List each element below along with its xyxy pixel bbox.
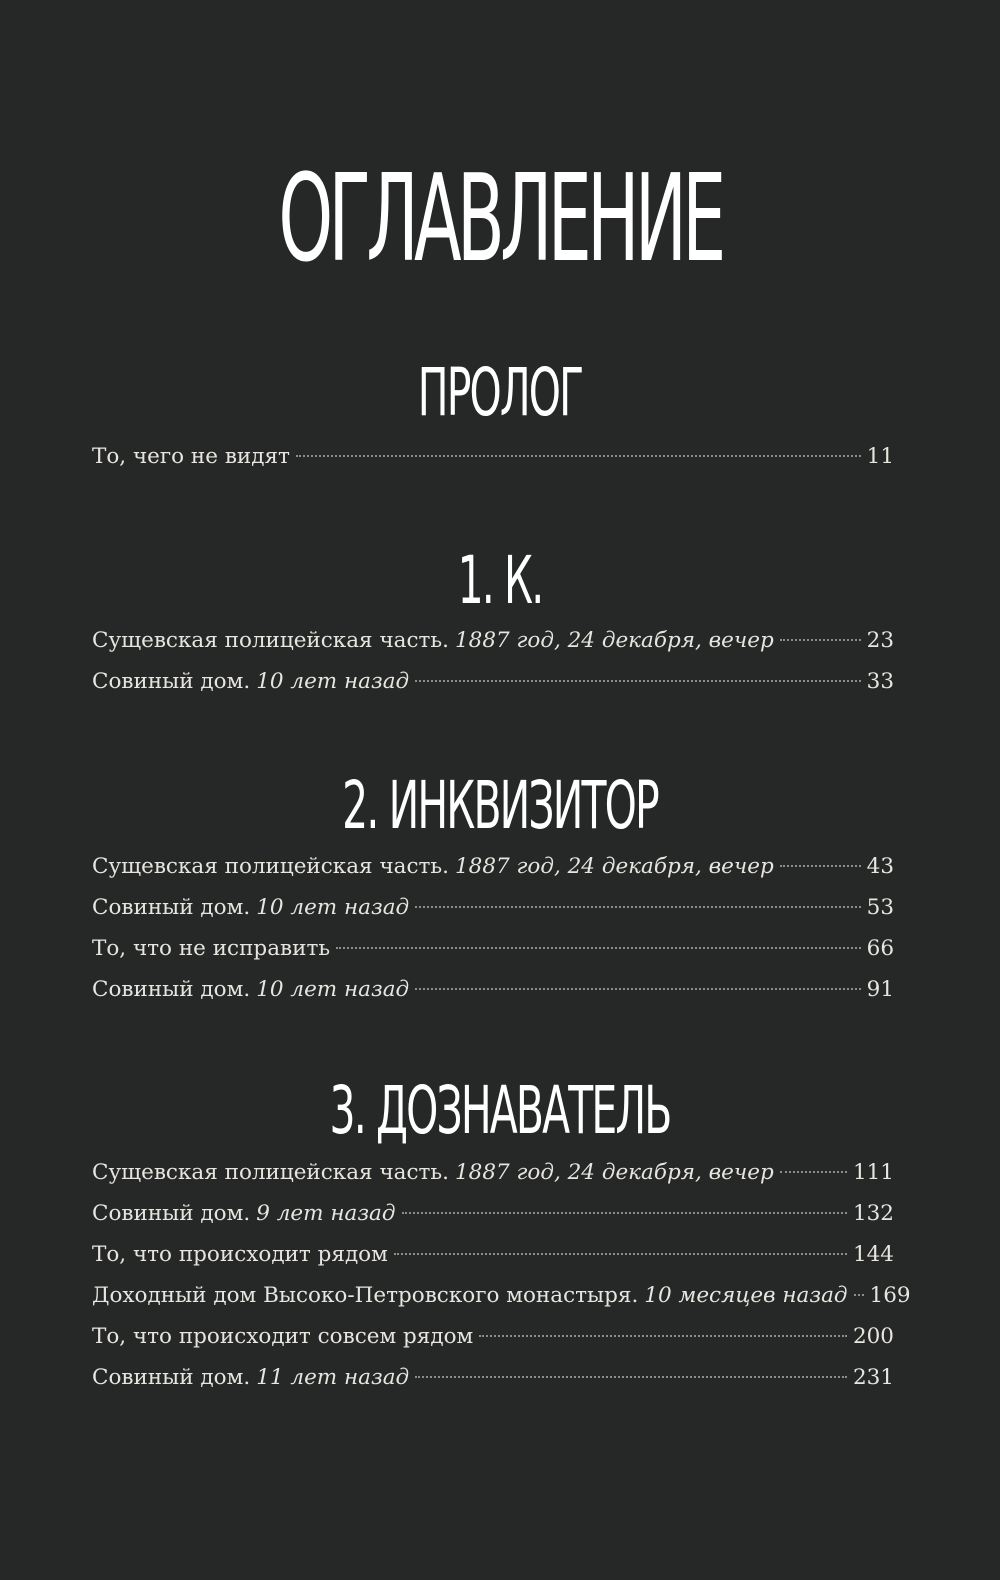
toc-entry[interactable] bbox=[92, 436, 894, 477]
entry-title: То, что происходит рядом bbox=[92, 1242, 388, 1267]
entry-page-number: 11 bbox=[866, 444, 894, 469]
toc-entry[interactable] bbox=[92, 1357, 894, 1398]
entry-title: То, что не исправить bbox=[92, 936, 331, 961]
section-heading-part-3: 3. ДОЗНАВАТЕЛЬ bbox=[329, 1072, 671, 1149]
toc-entry[interactable] bbox=[92, 1275, 911, 1316]
section-heading-prologue: ПРОЛОГ bbox=[417, 354, 583, 431]
entry-title: То, что происходит совсем рядом bbox=[92, 1324, 474, 1349]
entry-page-number: 132 bbox=[852, 1201, 894, 1226]
toc-entry[interactable] bbox=[92, 969, 894, 1010]
toc-list-part-1 bbox=[92, 620, 894, 702]
dot-leader bbox=[402, 1212, 847, 1214]
toc-entry[interactable] bbox=[92, 887, 894, 928]
entry-title: То, чего не видят bbox=[92, 444, 290, 469]
toc-entry[interactable] bbox=[92, 1316, 894, 1357]
dot-leader bbox=[780, 639, 861, 641]
toc-entry[interactable] bbox=[92, 1152, 894, 1193]
entry-subtitle: 1887 год, 24 декабря, вечер bbox=[454, 1160, 774, 1185]
dot-leader bbox=[415, 1376, 847, 1378]
toc-entry[interactable] bbox=[92, 846, 894, 887]
toc-list-prologue bbox=[92, 436, 894, 477]
entry-page-number: 111 bbox=[852, 1160, 894, 1185]
entry-subtitle: 1887 год, 24 декабря, вечер bbox=[454, 854, 774, 879]
entry-page-number: 66 bbox=[866, 936, 894, 961]
entry-title: Совиный дом. bbox=[92, 1365, 251, 1390]
entry-subtitle: 10 лет назад bbox=[256, 895, 410, 920]
entry-title: Доходный дом Высоко-Петровского монастыря. bbox=[92, 1283, 639, 1308]
toc-list-part-3 bbox=[92, 1152, 911, 1398]
dot-leader bbox=[415, 906, 860, 908]
entry-page-number: 53 bbox=[866, 895, 894, 920]
toc-list-part-2 bbox=[92, 846, 894, 1010]
entry-title: Совиный дом. bbox=[92, 895, 251, 920]
entry-title: Сущевская полицейская часть. bbox=[92, 854, 449, 879]
entry-subtitle: 10 лет назад bbox=[256, 977, 410, 1002]
page-title: ОГЛАВЛЕНИЕ bbox=[278, 150, 722, 290]
dot-leader bbox=[394, 1253, 847, 1255]
dot-leader bbox=[780, 1171, 847, 1173]
entry-subtitle: 10 лет назад bbox=[256, 669, 410, 694]
section-heading-part-2: 2. ИНКВИЗИТОР bbox=[342, 767, 658, 844]
entry-page-number: 23 bbox=[866, 628, 894, 653]
dot-leader bbox=[415, 680, 860, 682]
section-heading-part-1: 1. К. bbox=[457, 542, 543, 619]
dot-leader bbox=[479, 1335, 847, 1337]
toc-entry[interactable] bbox=[92, 620, 894, 661]
entry-page-number: 91 bbox=[866, 977, 894, 1002]
entry-title: Сущевская полицейская часть. bbox=[92, 628, 449, 653]
entry-subtitle: 1887 год, 24 декабря, вечер bbox=[454, 628, 774, 653]
entry-subtitle: 11 лет назад bbox=[256, 1365, 410, 1390]
dot-leader bbox=[854, 1294, 864, 1296]
dot-leader bbox=[336, 947, 861, 949]
entry-page-number: 33 bbox=[866, 669, 894, 694]
dot-leader bbox=[415, 988, 860, 990]
entry-page-number: 169 bbox=[869, 1283, 911, 1308]
entry-page-number: 144 bbox=[852, 1242, 894, 1267]
toc-entry[interactable] bbox=[92, 661, 894, 702]
entry-page-number: 43 bbox=[866, 854, 894, 879]
dot-leader bbox=[780, 865, 861, 867]
toc-entry[interactable] bbox=[92, 1234, 894, 1275]
entry-title: Совиный дом. bbox=[92, 669, 251, 694]
toc-entry[interactable] bbox=[92, 928, 894, 969]
dot-leader bbox=[296, 455, 861, 457]
entry-title: Сущевская полицейская часть. bbox=[92, 1160, 449, 1185]
entry-page-number: 200 bbox=[852, 1324, 894, 1349]
toc-entry[interactable] bbox=[92, 1193, 894, 1234]
entry-title: Совиный дом. bbox=[92, 977, 251, 1002]
entry-title: Совиный дом. bbox=[92, 1201, 251, 1226]
entry-subtitle: 10 месяцев назад bbox=[644, 1283, 848, 1308]
entry-subtitle: 9 лет назад bbox=[256, 1201, 396, 1226]
entry-page-number: 231 bbox=[852, 1365, 894, 1390]
